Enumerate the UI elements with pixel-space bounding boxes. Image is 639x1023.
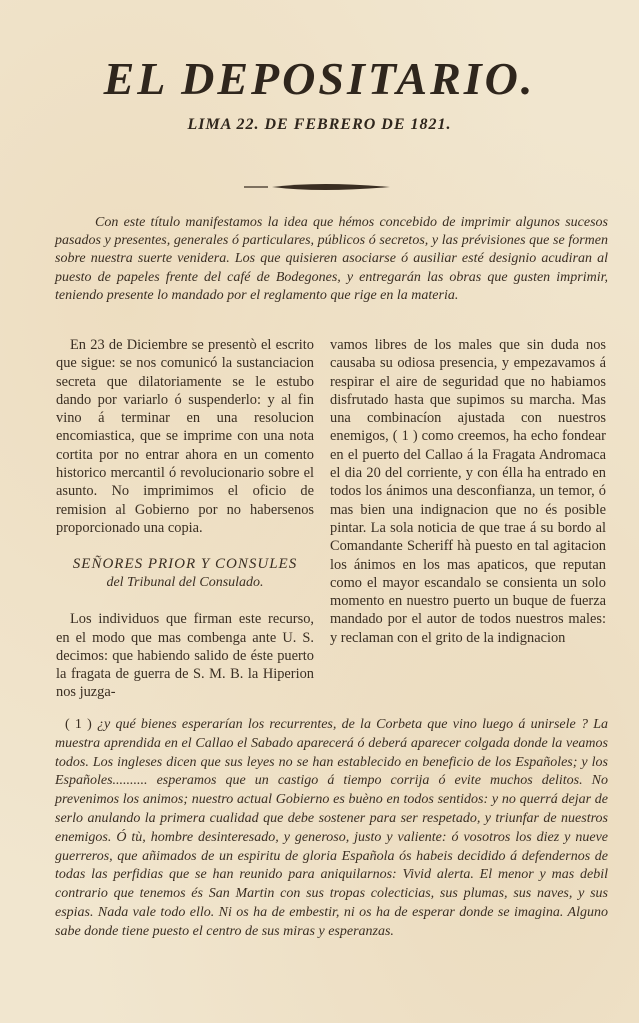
paragraph-text-before-note: vamos libres de los males que sin duda nos causaba su odiosa presencia, y empezavamos á respirar el aire de seguridad que no habiamos disfrutado hasta que supimos su marcha. Mas una combinacíon ajustada con nuestros enemigos, xyxy=(330,337,606,445)
footnote-mark: ( 1 ) xyxy=(65,717,92,732)
article-paragraph-1: En 23 de Diciembre se presentò el escrito que sigue: se nos comunicó la sustanciacion secreta que dilatoriamente se le estubo dando por variarlo ó suspenderlo: y al fin vino á terminar en una resolucion encomiastica, que se imprime con una nota cortita por no entrar ahora en un comento historico mercantil ó revolucionario sobre el asunto. No imprimimos el oficio de remision al Gobierno por no habersenos proporcionado una copia. xyxy=(56,337,314,536)
dateline: LIMA 22. DE FEBRERO DE 1821. xyxy=(187,116,452,133)
footnote-reference: ( 1 ) xyxy=(392,428,418,445)
footnote-text: ¿y qué bienes esperarían los recurrentes, de la Corbeta que vino luego á unirsele ? La muestra aprendida en el Callao el Sabado aparecerá ó deberá aparecer colgada donde la veamos todos. Los ingleses dicen que sus leyes no se han establecido en beneficio de los Españoles; y los Españoles.......... esperamos que un castigo á tiempo corrija ó evite muchos delitos. No prevenimos los animos; nuestro actual Gobierno es buèno en todos sentidos: y no querrá dejar de serlo anulando la primera cualidad que debe sostener para ser respetado, y triunfar de nuestros enemigos. Ó tù, hombre desinteresado, y generoso, justo y valiente: ó vosotros los diez y nueve guerreros, que añimados de un espiritu de gloria Española ós habeis decidido á defendernos de todas las perfidias que se han reunido para aniquilarnos: Vivid alerta. El menor y mas debil contrario que tenemos és San Martin con sus tropas colecticias, sus plumas, sus naves, y sus espias. Nada vale todo ello. Ni os ha de embestir, ni os ha de esperar donde se imagina. Alguno sabe donde tiene puesto el centro de sus miras y esperanzas. xyxy=(55,717,609,939)
masthead-title: EL DEPOSITARIO. xyxy=(103,53,536,104)
paragraph-text-after-note: como creemos, ha echo fondear en el puerto del Callao á la Fragata Andromaca el dia 20 del corriente, y con élla ha entrado en todos los ánimos una desconfianza, un temor, ó mas bien una indignacion que no és posible pintar. La sola noticia de que trae á su bordo al Comandante Scheriff hà puesto en tal agitacion los ánimos en los mas apaticos, que reputan como el mayor escandalo se consienta un solo momento en nuestro puerto un buque de fuerza mandado por el autor de todos nuestros males: y reclaman con el grito de la indignacion xyxy=(330,428,606,646)
footnote-paragraph xyxy=(55,716,608,942)
article-paragraph-2: Los individuos que firman este recurso, en el modo que mas combenga ante U. S. decimos: que habiendo salido de éste puerto la fragata de guerra de S. M. B. la Hiperion nos juzga- xyxy=(56,611,314,701)
intro-text: Con este título manifestamos la idea que hémos concebido de imprimir algunos sucesos pasados y presentes, generales ó particulares, públicos ó secretos, y las prévisiones que se formen sobre nuestra suerte venidera. Los que quisieren asociarse ó ausiliar esté designio acudiran al puesto de papeles frente del café de Bodegones, y entregarán las obras que gusten imprimir, teniendo presente lo mandado por el reglamento que rige en la materia. xyxy=(55,215,608,303)
article-paragraph-2-continued xyxy=(330,336,606,647)
letter-heading: SEÑORES PRIOR Y CONSULES xyxy=(72,556,298,573)
column-right xyxy=(330,336,606,647)
footnote xyxy=(55,716,608,942)
letter-subheading: del Tribunal del Consulado. xyxy=(106,575,264,591)
column-left xyxy=(56,336,314,702)
intro-notice xyxy=(55,214,608,305)
ornament-divider-icon xyxy=(240,182,400,192)
